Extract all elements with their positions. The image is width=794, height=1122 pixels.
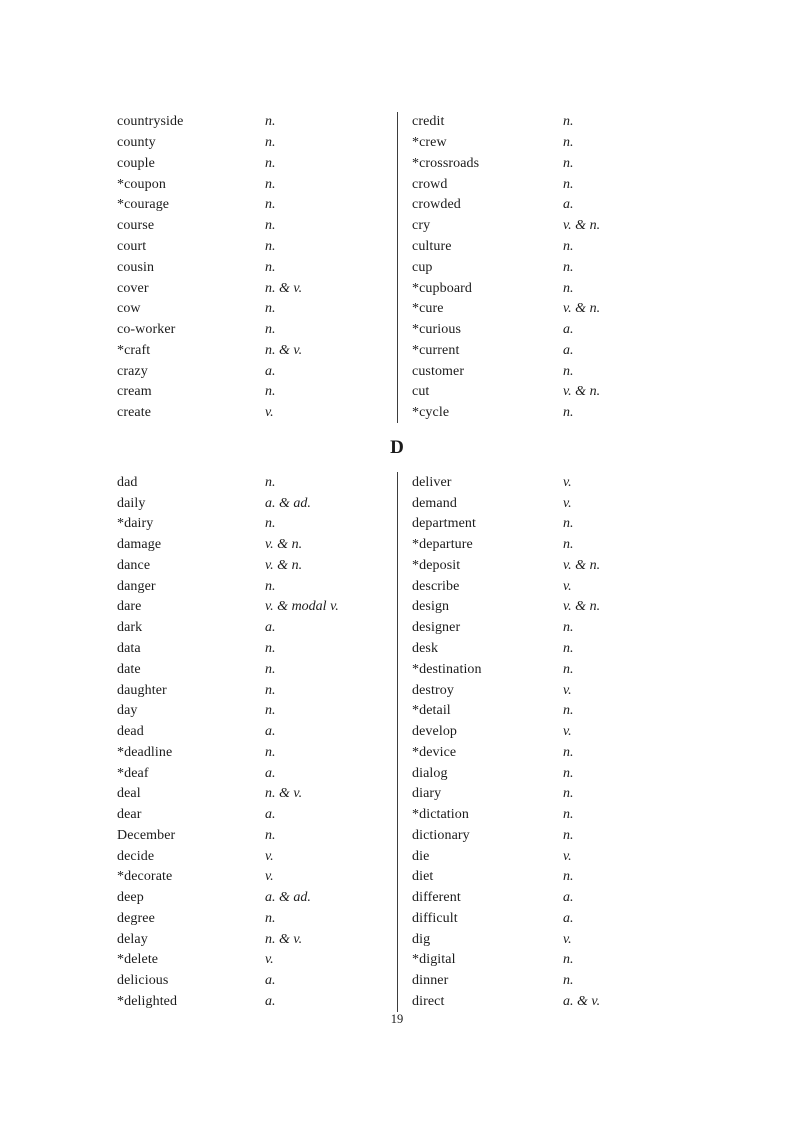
word: cover <box>117 280 149 296</box>
pos-label: n. <box>265 516 276 532</box>
pos-label: a. <box>563 342 574 358</box>
word: December <box>117 827 176 843</box>
word-row <box>117 826 397 847</box>
pos-label: a. <box>265 807 276 823</box>
pos-label: v. & n. <box>265 557 303 573</box>
word-row <box>117 237 397 258</box>
word-row <box>412 763 794 784</box>
word: crowd <box>412 176 448 192</box>
pos-label: n. <box>265 322 276 338</box>
pos-label: a. <box>265 724 276 740</box>
word: *deposit <box>412 557 461 573</box>
word-row <box>117 174 397 195</box>
word: *crossroads <box>412 155 480 171</box>
word: danger <box>117 578 156 594</box>
word: damage <box>117 537 162 553</box>
pos-label: n. <box>563 238 574 254</box>
pos-label: a. <box>265 620 276 636</box>
word-row <box>412 992 794 1013</box>
word-row <box>117 535 397 556</box>
pos-label: n. <box>265 301 276 317</box>
word-row <box>117 514 397 535</box>
pos-label: n. <box>265 578 276 594</box>
word: *courage <box>117 197 170 213</box>
column-right <box>397 112 794 423</box>
word-row <box>117 992 397 1013</box>
word-row <box>412 867 794 888</box>
word-row <box>412 722 794 743</box>
word: *cure <box>412 301 444 317</box>
pos-label: n. <box>563 807 574 823</box>
pos-label: v. <box>265 952 274 968</box>
word: dark <box>117 620 143 636</box>
word: dare <box>117 599 142 615</box>
word: cream <box>117 384 152 400</box>
word: direct <box>412 994 445 1009</box>
word: *digital <box>412 952 456 968</box>
section-columns <box>0 472 794 1012</box>
word: *deaf <box>117 765 149 781</box>
page-number: 19 <box>390 1012 404 1026</box>
pos-label: n. <box>563 661 574 677</box>
word-row <box>117 763 397 784</box>
section-columns <box>0 112 794 423</box>
word: desk <box>412 640 439 656</box>
word-row <box>117 784 397 805</box>
pos-label: a. <box>265 973 276 989</box>
word: day <box>117 703 138 719</box>
word-row <box>412 299 794 320</box>
word: delay <box>117 931 148 947</box>
pos-label: a. <box>265 363 276 379</box>
word: *curious <box>412 322 462 338</box>
word-row <box>117 382 397 403</box>
pos-label: n. <box>265 218 276 234</box>
word: cut <box>412 384 430 400</box>
pos-label: n. <box>563 703 574 719</box>
pos-label: n. <box>563 827 574 843</box>
word: crowded <box>412 197 461 213</box>
word: *coupon <box>117 176 166 192</box>
word-row <box>412 597 794 618</box>
word: department <box>412 516 476 532</box>
pos-label: n. <box>265 744 276 760</box>
word-row <box>117 867 397 888</box>
word: *delighted <box>117 994 178 1009</box>
word-row <box>412 805 794 826</box>
pos-label: n. <box>563 135 574 151</box>
word: daily <box>117 495 146 511</box>
word: culture <box>412 238 452 254</box>
word: dance <box>117 557 151 573</box>
word-row <box>117 950 397 971</box>
word-row <box>117 701 397 722</box>
word-row <box>117 722 397 743</box>
word: *decorate <box>117 869 173 885</box>
word-row <box>117 680 397 701</box>
pos-label: n. <box>265 114 276 130</box>
pos-label: v. <box>265 869 274 885</box>
pos-label: a. & ad. <box>265 890 311 906</box>
word: course <box>117 218 155 234</box>
word-row <box>412 909 794 930</box>
word-row <box>412 278 794 299</box>
pos-label: a. <box>563 322 574 338</box>
pos-label: v. <box>563 724 572 740</box>
pos-label: n. <box>563 744 574 760</box>
word-row <box>412 133 794 154</box>
pos-label: n. <box>563 765 574 781</box>
word: *departure <box>412 537 473 553</box>
word: demand <box>412 495 457 511</box>
word: delicious <box>117 973 169 989</box>
word-row <box>412 929 794 950</box>
word-row <box>117 888 397 909</box>
word-row <box>117 597 397 618</box>
word: cup <box>412 259 433 275</box>
pos-label: v. <box>265 848 274 864</box>
pos-label: v. & modal v. <box>265 599 339 615</box>
word-row <box>117 742 397 763</box>
pos-label: n. & v. <box>265 280 303 296</box>
word-row <box>117 556 397 577</box>
pos-label: n. & v. <box>265 786 303 802</box>
word-row <box>117 112 397 133</box>
word-row <box>117 472 397 493</box>
pos-label: n. <box>265 827 276 843</box>
word-row <box>412 846 794 867</box>
word: develop <box>412 724 458 740</box>
word-row <box>412 472 794 493</box>
pos-label: a. <box>563 890 574 906</box>
pos-label: n. <box>265 384 276 400</box>
word: dad <box>117 474 138 490</box>
word-row <box>412 216 794 237</box>
word-row <box>412 340 794 361</box>
word: deliver <box>412 474 452 490</box>
word-row <box>412 971 794 992</box>
pos-label: n. <box>265 176 276 192</box>
word: credit <box>412 114 445 130</box>
word: *destination <box>412 661 482 677</box>
pos-label: v. <box>563 931 572 947</box>
word: decide <box>117 848 155 864</box>
word: design <box>412 599 450 615</box>
word-row <box>412 237 794 258</box>
pos-label: v. <box>563 682 572 698</box>
pos-label: n. <box>563 952 574 968</box>
pos-label: a. <box>265 994 276 1009</box>
word: data <box>117 640 141 656</box>
word: *dictation <box>412 807 469 823</box>
pos-label: n. <box>265 135 276 151</box>
pos-label: a. <box>563 197 574 213</box>
pos-label: v. & n. <box>563 384 601 400</box>
word-row <box>412 320 794 341</box>
word-row <box>117 971 397 992</box>
word: *cycle <box>412 405 450 421</box>
pos-label: n. <box>563 640 574 656</box>
word: *dairy <box>117 516 154 532</box>
pos-label: n. <box>563 405 574 421</box>
column-right <box>397 472 794 1012</box>
word: *crew <box>412 135 447 151</box>
word: cry <box>412 218 431 234</box>
pos-label: n. <box>563 516 574 532</box>
word: dinner <box>412 973 449 989</box>
word-row <box>412 174 794 195</box>
word: cousin <box>117 259 155 275</box>
word-row <box>412 618 794 639</box>
word: deep <box>117 890 144 906</box>
word-row <box>412 112 794 133</box>
section-header: D <box>390 436 404 458</box>
word-row <box>412 701 794 722</box>
pos-label: n. <box>563 114 574 130</box>
word-row <box>117 618 397 639</box>
word: *delete <box>117 952 159 968</box>
word: create <box>117 405 152 421</box>
word: customer <box>412 363 465 379</box>
pos-label: n. <box>265 155 276 171</box>
word: degree <box>117 910 155 926</box>
word-row <box>117 257 397 278</box>
word-row <box>412 576 794 597</box>
word-row <box>412 888 794 909</box>
word: cow <box>117 301 141 317</box>
word-row <box>117 576 397 597</box>
word-row <box>117 493 397 514</box>
word: *current <box>412 342 460 358</box>
pos-label: n. <box>265 682 276 698</box>
word: dead <box>117 724 144 740</box>
pos-label: v. & n. <box>563 557 601 573</box>
pos-label: n. <box>563 537 574 553</box>
word-row <box>412 742 794 763</box>
pos-label: n. <box>563 280 574 296</box>
word-row <box>117 278 397 299</box>
pos-label: n. <box>563 869 574 885</box>
pos-label: n. <box>265 640 276 656</box>
pos-label: n. <box>563 155 574 171</box>
word: die <box>412 848 430 864</box>
word-row <box>117 659 397 680</box>
pos-label: v. & n. <box>563 599 601 615</box>
word: date <box>117 661 141 677</box>
word: county <box>117 135 156 151</box>
word: dictionary <box>412 827 470 843</box>
pos-label: n. <box>265 474 276 490</box>
word-row <box>412 514 794 535</box>
word-row <box>117 195 397 216</box>
pos-label: n. <box>265 197 276 213</box>
pos-label: v. <box>563 848 572 864</box>
word: *deadline <box>117 744 173 760</box>
word-row <box>412 659 794 680</box>
word: daughter <box>117 682 167 698</box>
word: describe <box>412 578 460 594</box>
word-row <box>412 493 794 514</box>
word: court <box>117 238 147 254</box>
word: dear <box>117 807 142 823</box>
pos-label: n. <box>563 176 574 192</box>
word: difficult <box>412 910 458 926</box>
column-left <box>0 112 397 423</box>
pos-label: v. & n. <box>265 537 303 553</box>
word-row <box>117 361 397 382</box>
pos-label: v. & n. <box>563 301 601 317</box>
pos-label: v. <box>563 495 572 511</box>
word: couple <box>117 155 155 171</box>
pos-label: v. <box>563 474 572 490</box>
word-row <box>117 805 397 826</box>
word-row <box>412 784 794 805</box>
word: dialog <box>412 765 448 781</box>
word-row <box>412 195 794 216</box>
word: crazy <box>117 363 148 379</box>
word-row <box>412 556 794 577</box>
pos-label: n. <box>265 910 276 926</box>
pos-label: a. & ad. <box>265 495 311 511</box>
pos-label: n. <box>563 786 574 802</box>
word-row <box>412 403 794 424</box>
pos-label: v. <box>265 405 274 421</box>
word-row <box>117 909 397 930</box>
word: dig <box>412 931 431 947</box>
word-row <box>412 535 794 556</box>
pos-label: a. <box>563 910 574 926</box>
word-list <box>0 112 794 1012</box>
pos-label: n. <box>265 259 276 275</box>
pos-label: n. <box>265 703 276 719</box>
pos-label: v. & n. <box>563 218 601 234</box>
pos-label: a. <box>265 765 276 781</box>
word: *detail <box>412 703 451 719</box>
pos-label: n. <box>265 661 276 677</box>
word-row <box>412 826 794 847</box>
word: destroy <box>412 682 454 698</box>
word: different <box>412 890 461 906</box>
pos-label: n. <box>563 620 574 636</box>
word: diet <box>412 869 434 885</box>
word: *cupboard <box>412 280 472 296</box>
word-row <box>117 639 397 660</box>
word-row <box>412 950 794 971</box>
pos-label: n. <box>563 259 574 275</box>
word-row <box>117 216 397 237</box>
word: *craft <box>117 342 151 358</box>
word-row <box>117 403 397 424</box>
word-row <box>412 382 794 403</box>
word-row <box>412 154 794 175</box>
word: countryside <box>117 114 184 130</box>
word: designer <box>412 620 461 636</box>
word-row <box>117 299 397 320</box>
word-row <box>412 680 794 701</box>
word: diary <box>412 786 442 802</box>
pos-label: a. & v. <box>563 994 601 1009</box>
word-row <box>117 846 397 867</box>
word-row <box>117 320 397 341</box>
word: deal <box>117 786 141 802</box>
word-row <box>412 257 794 278</box>
word-row <box>412 361 794 382</box>
pos-label: n. <box>563 973 574 989</box>
word-row <box>412 639 794 660</box>
word-row <box>117 340 397 361</box>
word: co-worker <box>117 322 176 338</box>
pos-label: n. <box>563 363 574 379</box>
pos-label: n. & v. <box>265 342 303 358</box>
word: *device <box>412 744 457 760</box>
word-row <box>117 929 397 950</box>
column-left <box>0 472 397 1012</box>
pos-label: n. <box>265 238 276 254</box>
pos-label: v. <box>563 578 572 594</box>
word-row <box>117 154 397 175</box>
pos-label: n. & v. <box>265 931 303 947</box>
word-row <box>117 133 397 154</box>
